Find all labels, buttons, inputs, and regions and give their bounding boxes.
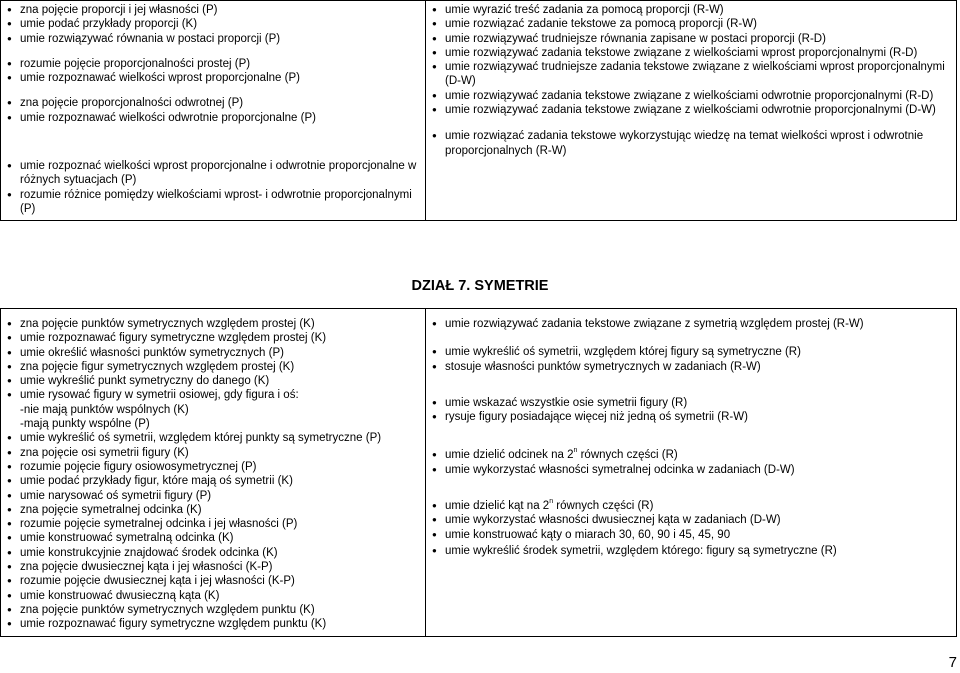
bottom-right-group-1 [430,317,952,331]
list-item: -nie mają punktów wspólnych (K) [20,403,189,416]
list-item: ● umie wykreślić punkt symetryczny do danego (K) [5,374,421,388]
list-item: -mają punkty wspólne (P) [20,418,150,431]
list-item: ● stosuje własności punktów symetrycznych w zadaniach (R-W) [430,360,952,374]
table-symmetry [0,308,957,637]
list-item: ● umie rozpoznawać figury symetryczne względem punktu (K) [5,617,421,631]
top-left-group-3 [5,96,421,125]
list-item: ● umie konstruować dwusieczną kąta (K) [5,589,421,603]
list-item: ● zna pojęcie punktów symetrycznych względem prostej (K) [5,317,421,331]
top-right-group-2 [430,129,952,158]
list-item: ● zna pojęcie symetralnej odcinka (K) [5,503,421,517]
list-item: ● umie rozwiązywać trudniejsze zadania tekstowe związane z wielkościami wprost proporcjonalnymi (D-W) [430,60,952,89]
list-item: ● umie wykorzystać własności dwusiecznej kąta w zadaniach (D-W) [430,513,952,527]
list-item: ● umie rozwiązywać zadania tekstowe związane z wielkościami odwrotnie proporcjonalnymi (D-W) [430,103,952,117]
exponent: n [549,498,554,506]
section-heading: DZIAŁ 7. SYMETRIE [411,278,549,294]
list-item: ● umie podać przykłady figur, które mają oś symetrii (K) [5,474,421,488]
list-item: ● umie wykreślić oś symetrii, względem której punkty są symetryczne (P) [5,431,421,445]
list-item: ● umie wskazać wszystkie osie symetrii figury (R) [430,396,952,410]
list-item: ● umie rozwiązywać zadania tekstowe związane z symetrią względem prostej (R-W) [430,317,952,331]
list-item: ● zna pojęcie proporcjonalności odwrotnej (P) [5,96,421,110]
list-item: ● zna pojęcie dwusiecznej kąta i jej własności (K-P) [5,560,421,574]
top-right-group-1 [430,3,952,117]
item-text: umie dzielić kąt na 2 [445,500,550,513]
table-proportions [0,0,957,221]
list-item: ● umie rozwiązać zadanie tekstowe za pomocą proporcji (R-W) [430,17,952,31]
list-item: ● umie rozwiązywać zadania tekstowe związane z wielkościami odwrotnie proporcjonalnymi (R-D) [430,89,952,103]
top-right-cell [426,1,957,221]
list-item: ● rozumie pojęcie figury osiowosymetrycznej (P) [5,460,421,474]
list-item: ● zna pojęcie punktów symetrycznych względem punktu (K) [5,603,421,617]
list-item: ● zna pojęcie proporcji i jej własności (P) [5,3,421,17]
list-item: ● zna pojęcie osi symetrii figury (K) [5,446,421,460]
bottom-right-group-6 [430,544,952,558]
list-item: ● umie konstrukcyjnie znajdować środek odcinka (K) [5,546,421,560]
top-left-group-4 [5,159,421,216]
list-item: ● umie wykreślić środek symetrii, względem którego: figury są symetryczne (R) [430,544,952,558]
list-item: ● umie rozwiązywać trudniejsze równania zapisane w postaci proporcji (R-D) [430,32,952,46]
bottom-right-cell [426,309,957,637]
item-text: umie dzielić odcinek na 2 [445,449,574,462]
item-text: równych części (R) [553,500,654,513]
bottom-right-group-3 [430,396,952,425]
bottom-right-group-2 [430,345,952,374]
list-item: ● umie rozpoznać wielkości wprost proporcjonalne i odwrotnie proporcjonalne w różnych sytuacjach (P) [5,159,421,188]
list-item: ● zna pojęcie figur symetrycznych względem prostej (K) [5,360,421,374]
top-left-group-1 [5,3,421,46]
list-item: ● umie rysować figury w symetrii osiowej, gdy figura i oś: [5,388,421,402]
list-item: ● umie konstruować symetralną odcinka (K) [5,531,421,545]
list-item: ● rysuje figury posiadające więcej niż jedną oś symetrii (R-W) [430,410,952,424]
list-item [430,499,952,513]
exponent: n [573,447,578,455]
list-item [430,448,952,462]
list-item: ● rozumie pojęcie dwusiecznej kąta i jej własności (K-P) [5,574,421,588]
list-item: ● umie podać przykłady proporcji (K) [5,17,421,31]
page-number: 7 [948,654,957,671]
list-item: ● umie określić własności punktów symetrycznych (P) [5,346,421,360]
list-item: ● umie konstruować kąty o miarach 30, 60, 90 i 45, 45, 90 [430,528,952,542]
list-item: ● rozumie pojęcie symetralnej odcinka i jej własności (P) [5,517,421,531]
list-item: ● umie narysować oś symetrii figury (P) [5,489,421,503]
list-item: ● umie rozwiązywać równania w postaci proporcji (P) [5,32,421,46]
top-left-cell [1,1,426,221]
list-item: ● umie rozpoznawać wielkości wprost proporcjonalne (P) [5,71,421,85]
bottom-right-group-5 [430,499,952,542]
list-item: ● umie wykreślić oś symetrii, względem której figury są symetryczne (R) [430,345,952,359]
list-item: ● umie rozpoznawać wielkości odwrotnie proporcjonalne (P) [5,111,421,125]
list-item: ● umie wykorzystać własności symetralnej odcinka w zadaniach (D-W) [430,463,952,477]
list-item: ● rozumie różnice pomiędzy wielkościami wprost- i odwrotnie proporcjonalnymi (P) [5,188,421,217]
bottom-left-cell [1,309,426,637]
list-item: ● umie rozwiązywać zadania tekstowe związane z wielkościami wprost proporcjonalnymi (R-D) [430,46,952,60]
list-item: ● rozumie pojęcie proporcjonalności prostej (P) [5,57,421,71]
list-item: ● umie rozwiązać zadania tekstowe wykorzystując wiedzę na temat wielkości wprost i odwrotnie proporcjonalnych (R-W) [430,129,952,158]
item-text: równych części (R) [577,449,678,462]
list-item: ● umie rozpoznawać figury symetryczne względem prostej (K) [5,331,421,345]
bottom-right-group-4 [430,448,952,477]
list-item: ● umie wyrazić treść zadania za pomocą proporcji (R-W) [430,3,952,17]
bottom-left-list [5,317,421,632]
top-left-group-2 [5,57,421,86]
